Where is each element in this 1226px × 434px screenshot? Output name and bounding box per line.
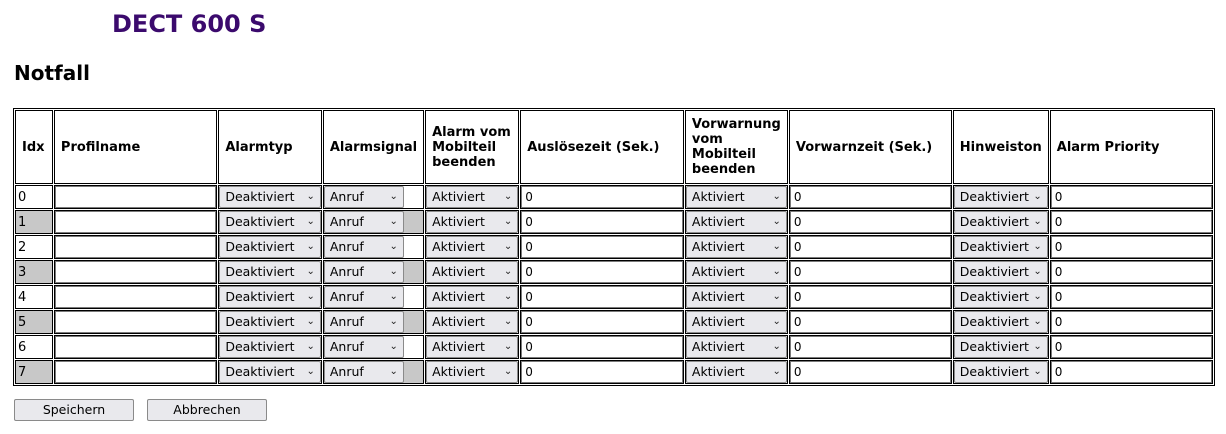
vorwarnzeit-input[interactable] [790, 336, 951, 358]
alarmsignal-cell [323, 260, 424, 284]
alarmsignal-select[interactable] [324, 336, 404, 358]
profilname-cell [54, 360, 217, 384]
alarmtyp-cell [218, 335, 322, 359]
vorwarnzeit-input[interactable] [790, 211, 951, 233]
vorwarnung-beenden-value: Aktiviert [691, 239, 745, 254]
vorwarnung-beenden-value: Aktiviert [691, 189, 745, 204]
hinweiston-cell [953, 335, 1049, 359]
vorwarnzeit-cell [789, 260, 952, 284]
page-title: Notfall [14, 61, 90, 85]
hinweiston-cell [953, 260, 1049, 284]
chevron-down-icon: ⌄ [772, 341, 781, 352]
table-row [15, 185, 1213, 209]
hinweiston-select[interactable] [954, 261, 1048, 283]
chevron-down-icon: ⌄ [503, 216, 513, 227]
vorwarnzeit-input[interactable] [790, 186, 951, 208]
vorwarnzeit-cell [789, 185, 952, 209]
ausloesezeit-cell [520, 235, 684, 259]
vorwarnung-beenden-select[interactable] [686, 261, 787, 283]
alarm-priority-cell [1050, 335, 1213, 359]
column-header-alarm-beenden: Alarm vom Mobilteil beenden [425, 110, 519, 184]
profilname-cell [54, 210, 217, 234]
emergency-profiles-table [13, 108, 1215, 386]
profilname-cell [54, 185, 217, 209]
row-index: 4 [15, 285, 53, 309]
alarm-beenden-select[interactable] [426, 236, 518, 258]
vorwarnzeit-input[interactable] [790, 236, 951, 258]
alarm-beenden-select[interactable] [426, 261, 518, 283]
chevron-down-icon: ⌄ [306, 366, 315, 377]
alarm-beenden-cell [425, 260, 519, 284]
alarmsignal-select[interactable] [324, 261, 404, 283]
vorwarnung-beenden-value: Aktiviert [691, 339, 745, 354]
alarm-beenden-select[interactable] [426, 286, 518, 308]
chevron-down-icon: ⌄ [389, 241, 398, 252]
alarm-priority-cell [1050, 260, 1213, 284]
alarmsignal-select[interactable] [324, 186, 404, 208]
alarmsignal-select[interactable] [324, 311, 404, 333]
chevron-down-icon: ⌄ [306, 291, 315, 302]
vorwarnung-beenden-value: Aktiviert [691, 314, 745, 329]
vorwarnung-beenden-select[interactable] [686, 236, 787, 258]
save-button[interactable]: Speichern [14, 399, 134, 421]
vorwarnung-beenden-cell [685, 360, 788, 384]
table-header-row [15, 110, 1213, 184]
profilname-cell [54, 235, 217, 259]
vorwarnung-beenden-value: Aktiviert [691, 264, 745, 279]
chevron-down-icon: ⌄ [389, 366, 398, 377]
alarm-priority-cell [1050, 210, 1213, 234]
vorwarnung-beenden-cell [685, 335, 788, 359]
column-header-vorwarnung-beenden: Vorwarnung vom Mobilteil beenden [685, 110, 788, 184]
chevron-down-icon: ⌄ [772, 216, 781, 227]
profilname-input[interactable] [55, 336, 216, 358]
chevron-down-icon: ⌄ [772, 241, 781, 252]
vorwarnzeit-cell [789, 335, 952, 359]
vorwarnzeit-cell [789, 235, 952, 259]
row-index: 0 [15, 185, 53, 209]
profilname-input[interactable] [55, 236, 216, 258]
alarmtyp-select[interactable] [219, 186, 321, 208]
profilname-input[interactable] [55, 311, 216, 333]
vorwarnzeit-input[interactable] [790, 286, 951, 308]
chevron-down-icon: ⌄ [389, 216, 398, 227]
ausloesezeit-cell [520, 210, 684, 234]
alarm-priority-input[interactable] [1051, 311, 1212, 333]
chevron-down-icon: ⌄ [389, 191, 398, 202]
profilname-input[interactable] [55, 186, 216, 208]
chevron-down-icon: ⌄ [503, 341, 513, 352]
alarm-beenden-select[interactable] [426, 361, 518, 383]
alarmtyp-select[interactable] [219, 211, 321, 233]
column-header-ausloesezeit: Auslösezeit (Sek.) [520, 110, 684, 184]
alarmsignal-cell [323, 210, 424, 234]
alarm-priority-cell [1050, 185, 1213, 209]
ausloesezeit-input[interactable] [521, 311, 683, 333]
ausloesezeit-input[interactable] [521, 186, 683, 208]
chevron-down-icon: ⌄ [772, 366, 781, 377]
alarmtyp-select[interactable] [219, 311, 321, 333]
hinweiston-select[interactable] [954, 361, 1048, 383]
alarmsignal-value: Anruf [329, 189, 364, 204]
vorwarnung-beenden-cell [685, 210, 788, 234]
vorwarnung-beenden-value: Aktiviert [691, 364, 745, 379]
vorwarnung-beenden-select[interactable] [686, 311, 787, 333]
chevron-down-icon: ⌄ [306, 316, 315, 327]
row-index: 7 [15, 360, 53, 384]
table-row [15, 360, 1213, 384]
chevron-down-icon: ⌄ [306, 191, 315, 202]
hinweiston-cell [953, 360, 1049, 384]
alarm-priority-input[interactable] [1051, 236, 1212, 258]
row-index: 6 [15, 335, 53, 359]
chevron-down-icon: ⌄ [772, 266, 781, 277]
alarm-beenden-value: Aktiviert [432, 364, 485, 379]
alarmsignal-value: Anruf [329, 239, 364, 254]
hinweiston-value: Deaktiviert [959, 264, 1029, 279]
chevron-down-icon: ⌄ [1033, 366, 1042, 377]
profilname-cell [54, 260, 217, 284]
profilname-input[interactable] [55, 286, 216, 308]
alarmtyp-select[interactable] [219, 236, 321, 258]
alarm-beenden-value: Aktiviert [432, 314, 485, 329]
alarm-beenden-value: Aktiviert [432, 214, 485, 229]
alarmtyp-cell [218, 185, 322, 209]
hinweiston-cell [953, 310, 1049, 334]
chevron-down-icon: ⌄ [306, 241, 315, 252]
hinweiston-select[interactable] [954, 311, 1048, 333]
alarmsignal-select[interactable] [324, 361, 404, 383]
alarmtyp-select[interactable] [219, 286, 321, 308]
vorwarnung-beenden-cell [685, 185, 788, 209]
alarmtyp-cell [218, 310, 322, 334]
vorwarnzeit-cell [789, 210, 952, 234]
profilname-input[interactable] [55, 211, 216, 233]
vorwarnzeit-input[interactable] [790, 311, 951, 333]
profilname-cell [54, 310, 217, 334]
alarm-priority-input[interactable] [1051, 286, 1212, 308]
alarmsignal-value: Anruf [329, 364, 364, 379]
alarmtyp-cell [218, 210, 322, 234]
ausloesezeit-cell [520, 285, 684, 309]
alarmsignal-cell [323, 285, 424, 309]
alarm-beenden-cell [425, 310, 519, 334]
ausloesezeit-cell [520, 260, 684, 284]
cancel-button[interactable]: Abbrechen [147, 399, 267, 421]
chevron-down-icon: ⌄ [389, 341, 398, 352]
alarmsignal-cell [323, 335, 424, 359]
vorwarnung-beenden-cell [685, 310, 788, 334]
alarm-priority-cell [1050, 285, 1213, 309]
alarm-priority-input[interactable] [1051, 186, 1212, 208]
vorwarnung-beenden-cell [685, 260, 788, 284]
chevron-down-icon: ⌄ [503, 316, 513, 327]
alarm-beenden-select[interactable] [426, 211, 518, 233]
column-header-alarmtyp: Alarmtyp [218, 110, 322, 184]
ausloesezeit-cell [520, 360, 684, 384]
alarm-priority-cell [1050, 360, 1213, 384]
profilname-cell [54, 335, 217, 359]
alarm-beenden-value: Aktiviert [432, 189, 485, 204]
hinweiston-select[interactable] [954, 186, 1048, 208]
alarmsignal-select[interactable] [324, 286, 404, 308]
alarmsignal-value: Anruf [329, 264, 364, 279]
alarm-priority-cell [1050, 310, 1213, 334]
alarm-beenden-select[interactable] [426, 186, 518, 208]
alarmtyp-select[interactable] [219, 361, 321, 383]
chevron-down-icon: ⌄ [1033, 316, 1042, 327]
chevron-down-icon: ⌄ [306, 266, 315, 277]
vorwarnung-beenden-cell [685, 235, 788, 259]
vorwarnzeit-input[interactable] [790, 361, 951, 383]
chevron-down-icon: ⌄ [503, 266, 513, 277]
alarmtyp-value: Deaktiviert [225, 364, 295, 379]
column-header-alarmsignal: Alarmsignal [323, 110, 424, 184]
ausloesezeit-cell [520, 335, 684, 359]
row-index: 3 [15, 260, 53, 284]
alarmtyp-select[interactable] [219, 336, 321, 358]
alarm-priority-input[interactable] [1051, 261, 1212, 283]
profilname-input[interactable] [55, 261, 216, 283]
vorwarnzeit-input[interactable] [790, 261, 951, 283]
alarm-beenden-value: Aktiviert [432, 239, 485, 254]
hinweiston-select[interactable] [954, 336, 1048, 358]
chevron-down-icon: ⌄ [772, 291, 781, 302]
alarm-beenden-cell [425, 360, 519, 384]
table-row [15, 260, 1213, 284]
column-header-vorwarnzeit: Vorwarnzeit (Sek.) [789, 110, 952, 184]
alarm-priority-cell [1050, 235, 1213, 259]
ausloesezeit-input[interactable] [521, 286, 683, 308]
vorwarnung-beenden-select[interactable] [686, 361, 787, 383]
chevron-down-icon: ⌄ [503, 291, 513, 302]
chevron-down-icon: ⌄ [1033, 216, 1042, 227]
column-header-idx: Idx [15, 110, 53, 184]
ausloesezeit-input[interactable] [521, 361, 683, 383]
row-index: 5 [15, 310, 53, 334]
vorwarnung-beenden-value: Aktiviert [691, 289, 745, 304]
alarmtyp-cell [218, 360, 322, 384]
ausloesezeit-cell [520, 310, 684, 334]
table-row [15, 210, 1213, 234]
alarm-priority-input[interactable] [1051, 361, 1212, 383]
hinweiston-value: Deaktiviert [959, 189, 1029, 204]
chevron-down-icon: ⌄ [503, 241, 513, 252]
hinweiston-cell [953, 210, 1049, 234]
hinweiston-select[interactable] [954, 236, 1048, 258]
column-header-hinweiston: Hinweiston [953, 110, 1049, 184]
vorwarnzeit-cell [789, 360, 952, 384]
alarmsignal-cell [323, 185, 424, 209]
alarmsignal-value: Anruf [329, 289, 364, 304]
chevron-down-icon: ⌄ [1033, 241, 1042, 252]
alarmsignal-cell [323, 360, 424, 384]
hinweiston-value: Deaktiviert [959, 239, 1029, 254]
hinweiston-value: Deaktiviert [959, 214, 1029, 229]
hinweiston-value: Deaktiviert [959, 314, 1029, 329]
vorwarnzeit-cell [789, 285, 952, 309]
table-row [15, 335, 1213, 359]
alarmtyp-value: Deaktiviert [225, 189, 295, 204]
hinweiston-cell [953, 185, 1049, 209]
chevron-down-icon: ⌄ [389, 266, 398, 277]
vorwarnung-beenden-select[interactable] [686, 211, 787, 233]
chevron-down-icon: ⌄ [306, 216, 315, 227]
chevron-down-icon: ⌄ [503, 366, 513, 377]
alarm-priority-input[interactable] [1051, 336, 1212, 358]
vorwarnung-beenden-value: Aktiviert [691, 214, 745, 229]
alarm-beenden-cell [425, 185, 519, 209]
chevron-down-icon: ⌄ [306, 341, 315, 352]
ausloesezeit-input[interactable] [521, 261, 683, 283]
alarmtyp-value: Deaktiviert [225, 264, 295, 279]
vorwarnung-beenden-select[interactable] [686, 336, 787, 358]
alarmsignal-value: Anruf [329, 314, 364, 329]
column-header-alarm-priority: Alarm Priority [1050, 110, 1213, 184]
profilname-input[interactable] [55, 361, 216, 383]
vorwarnung-beenden-select[interactable] [686, 186, 787, 208]
alarmtyp-cell [218, 285, 322, 309]
chevron-down-icon: ⌄ [389, 291, 398, 302]
alarm-beenden-cell [425, 285, 519, 309]
hinweiston-value: Deaktiviert [959, 339, 1029, 354]
vorwarnung-beenden-select[interactable] [686, 286, 787, 308]
alarm-beenden-cell [425, 335, 519, 359]
hinweiston-value: Deaktiviert [959, 364, 1029, 379]
table-row [15, 285, 1213, 309]
product-title: DECT 600 S [112, 10, 267, 38]
alarmtyp-value: Deaktiviert [225, 339, 295, 354]
vorwarnzeit-cell [789, 310, 952, 334]
alarmtyp-cell [218, 235, 322, 259]
hinweiston-cell [953, 235, 1049, 259]
ausloesezeit-input[interactable] [521, 211, 683, 233]
alarm-beenden-value: Aktiviert [432, 289, 485, 304]
chevron-down-icon: ⌄ [772, 191, 781, 202]
row-index: 2 [15, 235, 53, 259]
table-row [15, 310, 1213, 334]
alarm-beenden-select[interactable] [426, 336, 518, 358]
ausloesezeit-input[interactable] [521, 236, 683, 258]
alarmsignal-cell [323, 310, 424, 334]
alarmsignal-select[interactable] [324, 211, 404, 233]
chevron-down-icon: ⌄ [1033, 341, 1042, 352]
profilname-cell [54, 285, 217, 309]
chevron-down-icon: ⌄ [772, 316, 781, 327]
alarmsignal-value: Anruf [329, 339, 364, 354]
chevron-down-icon: ⌄ [1033, 291, 1042, 302]
alarm-beenden-cell [425, 210, 519, 234]
alarmsignal-cell [323, 235, 424, 259]
alarm-priority-input[interactable] [1051, 211, 1212, 233]
chevron-down-icon: ⌄ [1033, 266, 1042, 277]
vorwarnung-beenden-cell [685, 285, 788, 309]
alarmtyp-cell [218, 260, 322, 284]
alarmtyp-value: Deaktiviert [225, 289, 295, 304]
alarm-beenden-value: Aktiviert [432, 264, 485, 279]
alarmtyp-value: Deaktiviert [225, 239, 295, 254]
hinweiston-select[interactable] [954, 286, 1048, 308]
hinweiston-cell [953, 285, 1049, 309]
ausloesezeit-input[interactable] [521, 336, 683, 358]
row-index: 1 [15, 210, 53, 234]
alarmtyp-select[interactable] [219, 261, 321, 283]
alarm-beenden-cell [425, 235, 519, 259]
alarmtyp-value: Deaktiviert [225, 214, 295, 229]
ausloesezeit-cell [520, 185, 684, 209]
alarmsignal-value: Anruf [329, 214, 364, 229]
chevron-down-icon: ⌄ [1033, 191, 1042, 202]
alarmsignal-select[interactable] [324, 236, 404, 258]
column-header-profilname: Profilname [54, 110, 217, 184]
alarmtyp-value: Deaktiviert [225, 314, 295, 329]
hinweiston-select[interactable] [954, 211, 1048, 233]
table-row [15, 235, 1213, 259]
chevron-down-icon: ⌄ [389, 316, 398, 327]
chevron-down-icon: ⌄ [503, 191, 513, 202]
alarm-beenden-select[interactable] [426, 311, 518, 333]
hinweiston-value: Deaktiviert [959, 289, 1029, 304]
alarm-beenden-value: Aktiviert [432, 339, 485, 354]
